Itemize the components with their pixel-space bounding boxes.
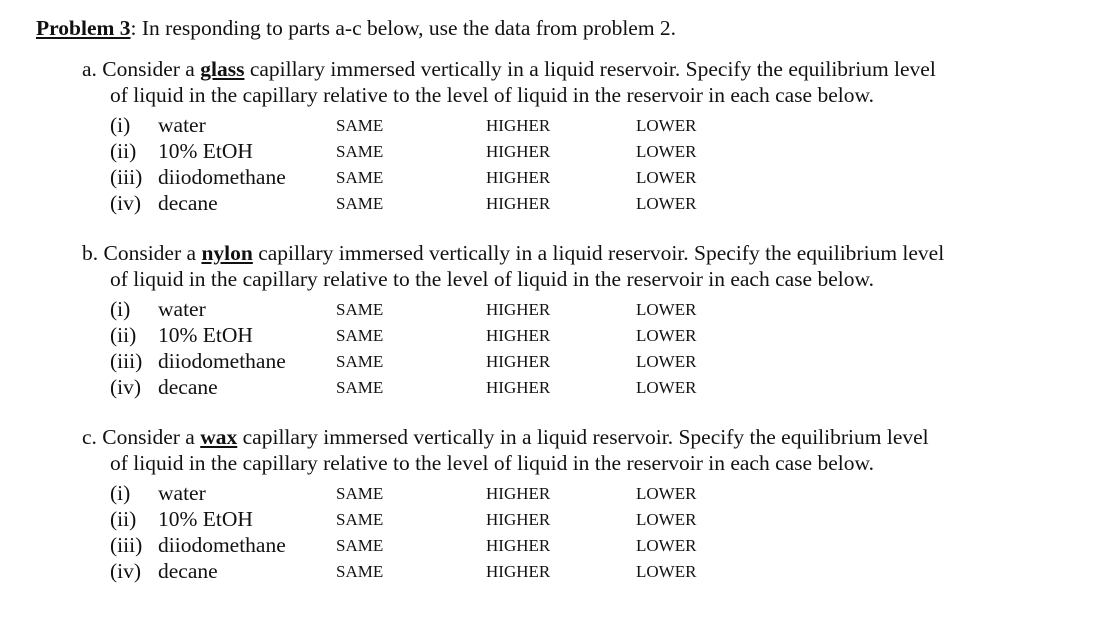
liquid-number: (iii) <box>110 349 143 373</box>
liquid-name: 10% EtOH <box>158 139 253 163</box>
part-text-pre: Consider a <box>102 425 201 449</box>
option-higher[interactable]: HIGHER <box>486 194 551 213</box>
liquid-row <box>110 480 1082 506</box>
part-a-line2: of liquid in the capillary relative to the level of liquid in the reservoir in each case below. <box>110 83 874 107</box>
option-lower[interactable]: LOWER <box>636 352 697 371</box>
liquid-name: decane <box>158 375 218 399</box>
option-lower[interactable]: LOWER <box>636 562 697 581</box>
part-letter: b. <box>82 241 99 265</box>
part-letter: c. <box>82 425 97 449</box>
option-higher[interactable]: HIGHER <box>486 484 551 503</box>
option-higher[interactable]: HIGHER <box>486 378 551 397</box>
material-name: glass <box>200 57 245 81</box>
liquid-row <box>110 532 1082 558</box>
option-higher[interactable]: HIGHER <box>486 116 551 135</box>
option-higher[interactable]: HIGHER <box>486 536 551 555</box>
option-lower[interactable]: LOWER <box>636 484 697 503</box>
option-lower[interactable]: LOWER <box>636 510 697 529</box>
problem-title <box>36 16 676 41</box>
liquid-row <box>110 190 1082 216</box>
option-lower[interactable]: LOWER <box>636 116 697 135</box>
option-same[interactable]: SAME <box>336 484 384 503</box>
problem-label: Problem 3 <box>36 16 131 40</box>
liquid-row <box>110 348 1082 374</box>
liquid-row <box>110 296 1082 322</box>
option-higher[interactable]: HIGHER <box>486 142 551 161</box>
option-same[interactable]: SAME <box>336 352 384 371</box>
problem-intro: : In responding to parts a-c below, use the data from problem 2. <box>130 16 677 40</box>
part-text-post: capillary immersed vertically in a liquid reservoir. Specify the equilibrium level <box>252 241 945 265</box>
liquid-row <box>110 506 1082 532</box>
liquid-name: 10% EtOH <box>158 323 253 347</box>
option-same[interactable]: SAME <box>336 510 384 529</box>
liquid-name: diiodomethane <box>158 349 286 373</box>
part-b-line1 <box>82 240 1082 266</box>
liquid-row <box>110 322 1082 348</box>
liquid-number: (i) <box>110 113 131 137</box>
liquid-number: (ii) <box>110 507 137 531</box>
liquid-row <box>110 558 1082 584</box>
liquid-name: decane <box>158 559 218 583</box>
liquid-name: diiodomethane <box>158 165 286 189</box>
liquid-list <box>110 112 1082 216</box>
liquid-list <box>110 296 1082 400</box>
option-higher[interactable]: HIGHER <box>486 510 551 529</box>
option-higher[interactable]: HIGHER <box>486 562 551 581</box>
material-name: nylon <box>201 241 253 265</box>
option-lower[interactable]: LOWER <box>636 168 697 187</box>
part-b <box>82 240 1082 400</box>
liquid-name: diiodomethane <box>158 533 286 557</box>
liquid-number: (ii) <box>110 139 137 163</box>
liquid-number: (ii) <box>110 323 137 347</box>
liquid-number: (i) <box>110 481 131 505</box>
liquid-name: 10% EtOH <box>158 507 253 531</box>
part-c <box>82 424 1082 584</box>
option-lower[interactable]: LOWER <box>636 194 697 213</box>
part-letter: a. <box>82 57 97 81</box>
option-higher[interactable]: HIGHER <box>486 352 551 371</box>
liquid-name: water <box>158 297 206 321</box>
liquid-row <box>110 164 1082 190</box>
liquid-list <box>110 480 1082 584</box>
part-a <box>82 56 1082 216</box>
option-lower[interactable]: LOWER <box>636 378 697 397</box>
option-same[interactable]: SAME <box>336 300 384 319</box>
liquid-name: water <box>158 481 206 505</box>
part-text-post: capillary immersed vertically in a liquid reservoir. Specify the equilibrium level <box>237 425 929 449</box>
liquid-row <box>110 374 1082 400</box>
option-same[interactable]: SAME <box>336 378 384 397</box>
option-same[interactable]: SAME <box>336 168 384 187</box>
part-b-line2: of liquid in the capillary relative to the level of liquid in the reservoir in each case below. <box>110 267 874 291</box>
part-text-post: capillary immersed vertically in a liquid reservoir. Specify the equilibrium level <box>244 57 936 81</box>
liquid-name: water <box>158 113 206 137</box>
option-lower[interactable]: LOWER <box>636 326 697 345</box>
option-higher[interactable]: HIGHER <box>486 300 551 319</box>
part-text-pre: Consider a <box>103 241 202 265</box>
option-same[interactable]: SAME <box>336 116 384 135</box>
liquid-name: decane <box>158 191 218 215</box>
part-c-line1 <box>82 424 1082 450</box>
option-lower[interactable]: LOWER <box>636 142 697 161</box>
part-c-line2: of liquid in the capillary relative to the level of liquid in the reservoir in each case below. <box>110 451 874 475</box>
part-text-pre: Consider a <box>102 57 201 81</box>
option-same[interactable]: SAME <box>336 536 384 555</box>
option-lower[interactable]: LOWER <box>636 536 697 555</box>
option-higher[interactable]: HIGHER <box>486 326 551 345</box>
liquid-row <box>110 112 1082 138</box>
option-same[interactable]: SAME <box>336 142 384 161</box>
liquid-row <box>110 138 1082 164</box>
option-lower[interactable]: LOWER <box>636 300 697 319</box>
liquid-number: (iv) <box>110 191 142 215</box>
material-name: wax <box>200 425 238 449</box>
part-a-line1 <box>82 56 1082 82</box>
option-same[interactable]: SAME <box>336 194 384 213</box>
option-same[interactable]: SAME <box>336 562 384 581</box>
liquid-number: (iv) <box>110 559 142 583</box>
liquid-number: (iv) <box>110 375 142 399</box>
option-same[interactable]: SAME <box>336 326 384 345</box>
liquid-number: (iii) <box>110 165 143 189</box>
option-higher[interactable]: HIGHER <box>486 168 551 187</box>
liquid-number: (i) <box>110 297 131 321</box>
liquid-number: (iii) <box>110 533 143 557</box>
